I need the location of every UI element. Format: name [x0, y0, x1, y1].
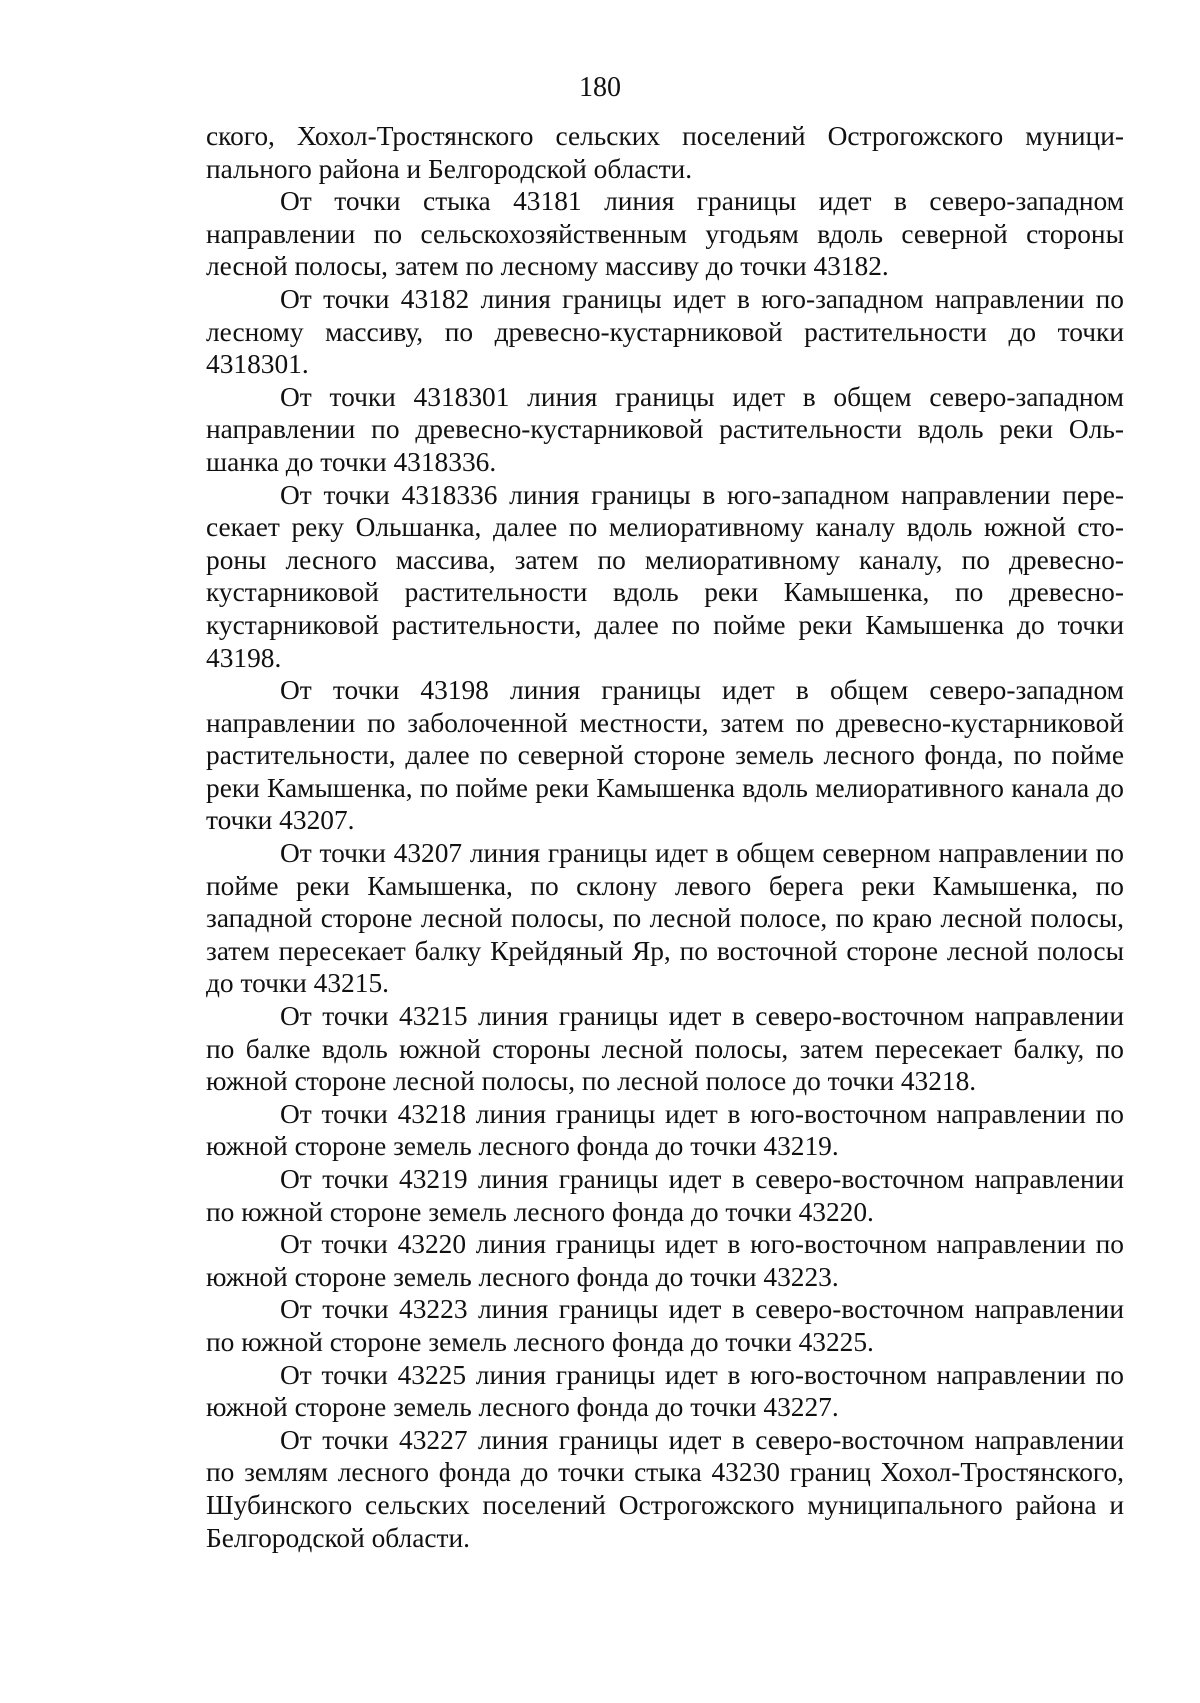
- paragraph: От точки 43182 линия границы идет в юго-западном направлении по лесному массиву, по древесно-кустарниковой растительности до точки 4318301.: [206, 283, 1124, 380]
- paragraph: От точки стыка 43181 линия границы идет в северо-западном направлении по сельскохозяйственным угодьям вдоль северной стороны лесной полосы, затем по лесному массиву до точки 43182.: [206, 186, 1124, 282]
- paragraph: От точки 43225 линия границы идет в юго-восточном направлении по южной стороне земель лесного фонда до точки 43227.: [206, 1359, 1124, 1423]
- paragraph: От точки 43227 линия границы идет в северо-восточном направлении по землям лесного фонда до точки стыка 43230 границ Хохол-Тростянского, Шубинского сельских поселений Острогожского муниципального района и Белгородской области.: [206, 1424, 1124, 1553]
- paragraph: От точки 4318336 линия границы в юго-западном направлении пересекает реку Ольшанка, далее по мелиоративному каналу вдоль южной стороны лесного массива, затем по мелиоративному каналу, по древесно-кустарниковой растительности вдоль реки Камышенка, по древесно-кустарниковой растительности, далее по пойме реки Камышенка до точки 43198.: [206, 479, 1124, 673]
- paragraph: От точки 43220 линия границы идет в юго-восточном направлении по южной стороне земель лесного фонда до точки 43223.: [206, 1229, 1124, 1292]
- paragraph: От точки 43207 линия границы идет в общем северном направлении по пойме реки Камышенка, по склону левого берега реки Камышенка, по западной стороне лесной полосы, по лесной полосе, по краю лесной полосы, затем пересекает балку Крейдяный Яр, по восточной стороне лесной полосы до точки 43215.: [206, 838, 1124, 999]
- paragraph: От точки 43198 линия границы идет в общем северо-западном направлении по заболоченной местности, затем по древесно-кустарниковой растительности, далее по северной стороне земель лесного фонда, по пойме реки Камышенка, по пойме реки Камышенка вдоль мелиоративного канала до точки 43207.: [206, 675, 1124, 836]
- paragraph: От точки 4318301 линия границы идет в общем северо-западном направлении по древесно-кустарниковой растительности вдоль реки Ольшанка до точки 4318336.: [206, 381, 1124, 477]
- paragraph: От точки 43215 линия границы идет в северо-восточном направлении по балке вдоль южной стороны лесной полосы, затем пересекает балку, по южной стороне лесной полосы, по лесной полосе до точки 43218.: [206, 1001, 1124, 1097]
- page-number: 180: [579, 72, 621, 103]
- document-body: [206, 120, 1124, 1554]
- paragraph: От точки 43218 линия границы идет в юго-восточном направлении по южной стороне земель лесного фонда до точки 43219.: [206, 1098, 1124, 1162]
- paragraph: От точки 43219 линия границы идет в северо-восточном направлении по южной стороне земель лесного фонда до точки 43220.: [206, 1164, 1124, 1227]
- paragraph: ского, Хохол-Тростянского сельских поселений Острогожского муниципального района и Белгородской области.: [206, 121, 1124, 184]
- paragraph: От точки 43223 линия границы идет в северо-восточном направлении по южной стороне земель лесного фонда до точки 43225.: [206, 1294, 1124, 1357]
